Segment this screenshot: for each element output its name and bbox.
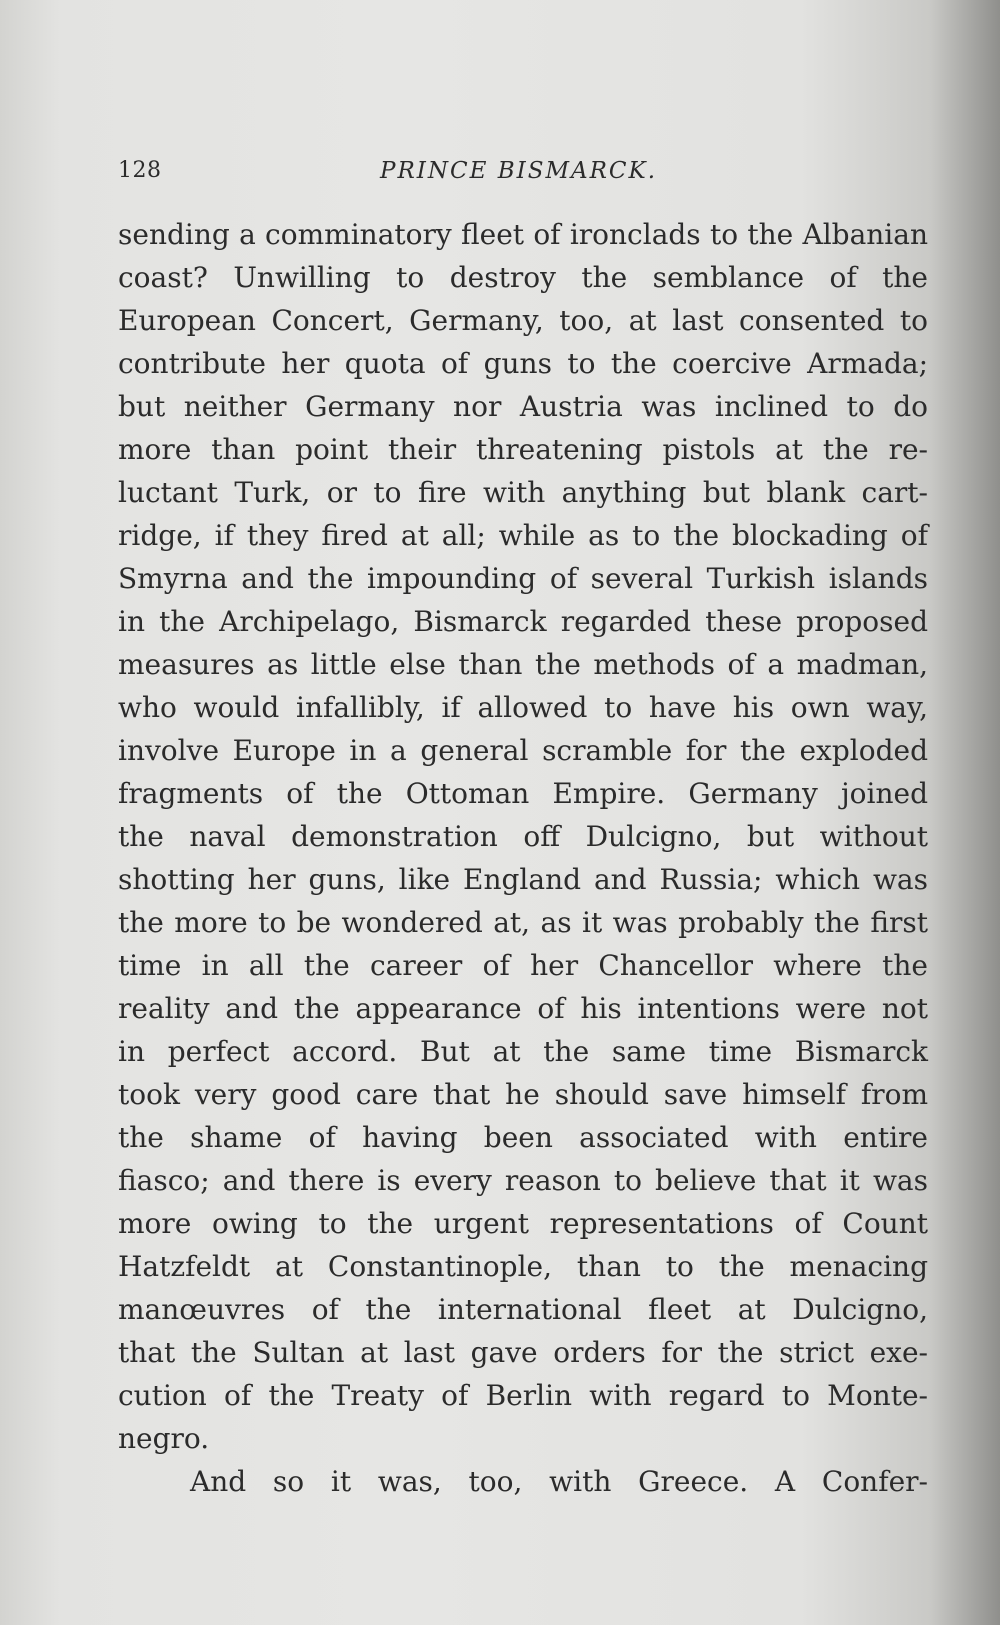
body-text (118, 213, 928, 1503)
text-line: shotting her guns, like England and Russia; which was (118, 863, 928, 896)
text-line: more than point their threatening pistols at the re- (118, 433, 928, 466)
text-line: in perfect accord. But at the same time Bismarck (118, 1035, 928, 1068)
text-line: fiasco; and there is every reason to believe that it was (118, 1164, 928, 1197)
paragraph-end-line: negro. (118, 1422, 210, 1455)
paragraph-start-line: And so it was, too, with Greece. A Confer- (190, 1465, 928, 1498)
text-line: cution of the Treaty of Berlin with regard to Monte- (118, 1379, 928, 1412)
text-line: Smyrna and the impounding of several Turkish islands (118, 562, 928, 595)
page-header (118, 158, 678, 198)
running-title: PRINCE BISMARCK. (380, 158, 658, 184)
text-line: the more to be wondered at, as it was probably the first (118, 906, 928, 939)
text-line: coast? Unwilling to destroy the semblance of the (118, 261, 928, 294)
text-line: who would infallibly, if allowed to have his own way, (118, 691, 928, 724)
text-line: Hatzfeldt at Constantinople, than to the menacing (118, 1250, 928, 1283)
text-line: luctant Turk, or to fire with anything but blank cart- (118, 476, 928, 509)
text-line: sending a comminatory fleet of ironclads to the Albanian (118, 218, 928, 251)
text-line: measures as little else than the methods of a madman, (118, 648, 928, 681)
text-line: that the Sultan at last gave orders for the strict exe- (118, 1336, 928, 1369)
page-number: 128 (118, 158, 162, 183)
text-line: involve Europe in a general scramble for the exploded (118, 734, 928, 767)
text-line: took very good care that he should save himself from (118, 1078, 928, 1111)
text-line: more owing to the urgent representations of Count (118, 1207, 928, 1240)
text-line: reality and the appearance of his intentions were not (118, 992, 928, 1025)
text-line: contribute her quota of guns to the coercive Armada; (118, 347, 928, 380)
text-line: fragments of the Ottoman Empire. Germany joined (118, 777, 928, 810)
text-line: European Concert, Germany, too, at last consented to (118, 304, 928, 337)
text-line: manœuvres of the international fleet at Dulcigno, (118, 1293, 928, 1326)
text-line: the naval demonstration off Dulcigno, but without (118, 820, 928, 853)
text-line: but neither Germany nor Austria was inclined to do (118, 390, 928, 423)
text-line: time in all the career of her Chancellor where the (118, 949, 928, 982)
text-line: ridge, if they fired at all; while as to the blockading of (118, 519, 928, 552)
text-line: the shame of having been associated with entire (118, 1121, 928, 1154)
text-line: in the Archipelago, Bismarck regarded these proposed (118, 605, 928, 638)
